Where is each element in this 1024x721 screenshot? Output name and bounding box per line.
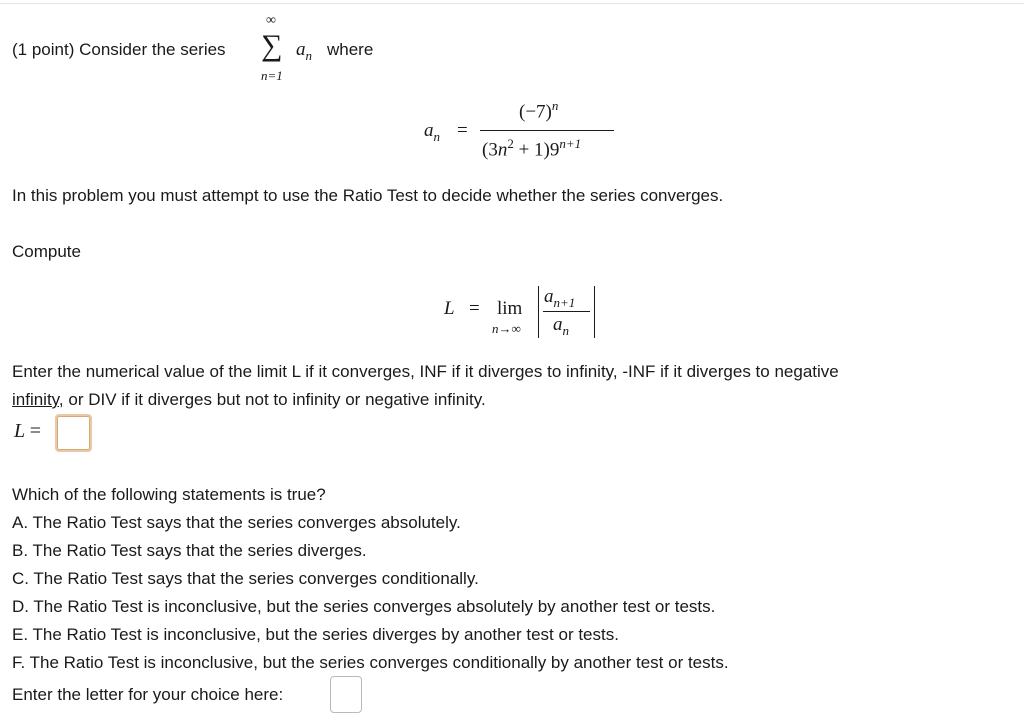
def-denominator: $(3n^2 + 1)9^{n+1}$ <box>482 136 582 161</box>
lim-operator: lim <box>497 298 523 319</box>
choice-answer-input[interactable] <box>330 676 362 713</box>
limit-instructions-line1: Enter the numerical value of the limit L if it converges, INF if it diverges to infinity, -INF if it diverges to negative <box>12 362 839 381</box>
limit-equals: = <box>469 298 480 319</box>
def-numerator: $(-7)^n$ <box>519 98 559 123</box>
option-c: C. The Ratio Test says that the series converges conditionally. <box>12 569 479 588</box>
sum-upper-limit: ∞ <box>266 13 276 28</box>
limit-instructions-line2: infinity, or DIV if it diverges but not to infinity or negative infinity. <box>12 390 486 409</box>
L-answer-input[interactable] <box>55 414 92 452</box>
sum-lower-limit: n=1 <box>261 68 283 83</box>
option-b: B. The Ratio Test says that the series diverges. <box>12 541 367 560</box>
ratio-fraction-bar <box>543 311 590 312</box>
L-input-label: L = <box>14 420 42 442</box>
abs-bar-right <box>594 286 595 338</box>
def-equals: = <box>457 120 468 141</box>
choice-input-label: Enter the letter for your choice here: <box>12 685 284 704</box>
question-text: Which of the following statements is true? <box>12 485 326 504</box>
lim-subscript: n→∞ <box>492 321 521 336</box>
def-lhs: $a_n$ <box>424 120 440 144</box>
ratio-numerator: $a_{n+1}$ <box>544 286 576 310</box>
limit-lhs: L <box>444 298 455 319</box>
ratio-denominator: $a_n$ <box>553 314 569 338</box>
option-e: E. The Ratio Test is inconclusive, but the series diverges by another test or tests. <box>12 625 619 644</box>
compute-label: Compute <box>12 242 81 261</box>
intro-prefix: (1 point) Consider the series <box>12 40 226 59</box>
option-f: F. The Ratio Test is inconclusive, but the series converges conditionally by another test or tests. <box>12 653 729 672</box>
sigma-symbol: ∑ <box>261 29 283 62</box>
top-divider <box>0 3 1024 4</box>
series-term: $a_n$ <box>296 39 312 63</box>
intro-suffix: where <box>327 40 374 59</box>
option-d: D. The Ratio Test is inconclusive, but the series converges absolutely by another test or tests. <box>12 597 716 616</box>
infinity-link[interactable]: infinity, <box>12 390 64 409</box>
instruction-text: In this problem you must attempt to use the Ratio Test to decide whether the series converges. <box>12 186 724 205</box>
option-a: A. The Ratio Test says that the series converges absolutely. <box>12 513 461 532</box>
def-fraction-bar <box>480 130 614 131</box>
abs-bar-left <box>538 286 539 338</box>
